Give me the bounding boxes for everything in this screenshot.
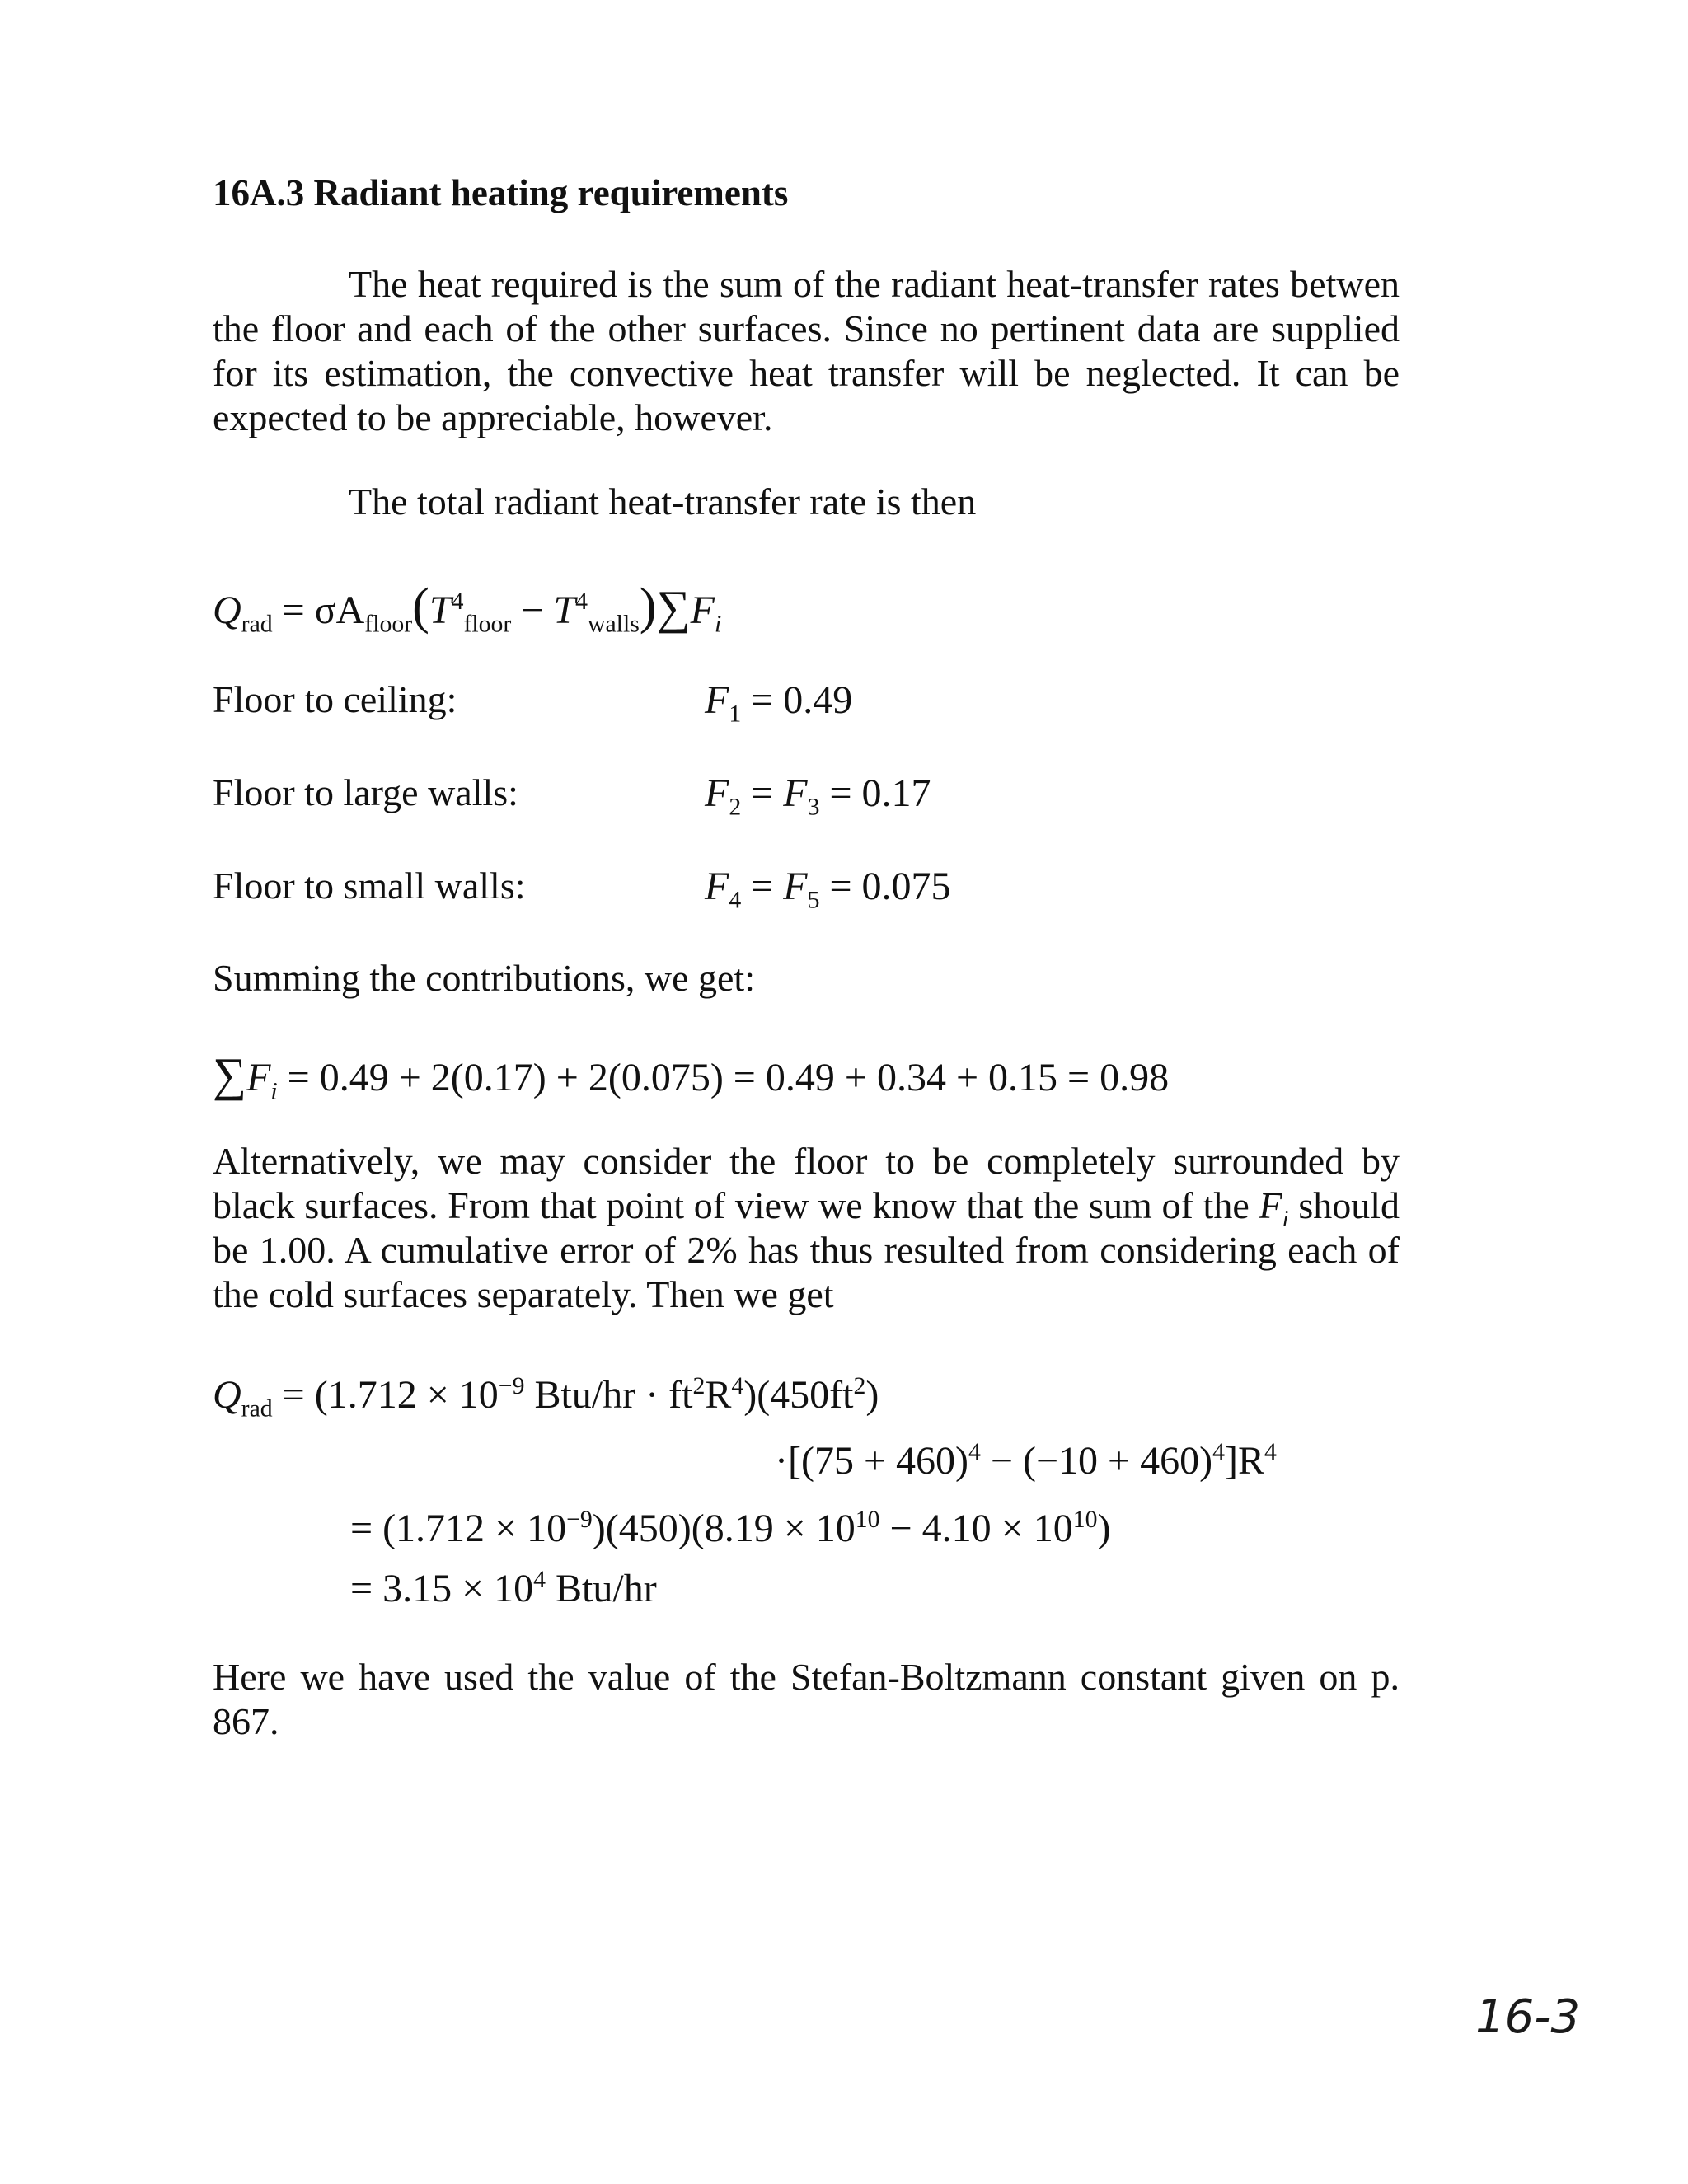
equals-sign: =	[751, 771, 774, 815]
equals-sign: =	[751, 865, 774, 908]
eq-part: Btu/hr	[546, 1567, 657, 1610]
view-factor-label-large-walls: Floor to large walls:	[213, 771, 518, 813]
paragraph-alternative	[213, 1139, 1400, 1317]
eq-sub-i: i	[714, 610, 722, 638]
eq-exp: 4	[1264, 1438, 1277, 1465]
eq-symbol-f: F	[246, 1056, 271, 1099]
eq-minus: −	[521, 588, 544, 632]
factor-sub: 5	[807, 886, 820, 914]
eq-part: ]R	[1224, 1439, 1264, 1483]
eq-part: − (−10 + 460)	[980, 1439, 1213, 1483]
page-number: 16-3	[1475, 1990, 1581, 2044]
eq-sub-rad: rad	[241, 610, 273, 638]
factor-f: F	[783, 865, 808, 908]
paragraph-alternative-b: should be 1.00. A cumulative error of 2% has thus resulted from considering each of the cold surfaces separately. Then we get	[213, 1184, 1400, 1315]
eq-part: )	[865, 1373, 879, 1417]
eq-part: = (1.712 × 10	[282, 1373, 499, 1417]
eq-part: )(450)(8.19 × 10	[592, 1507, 856, 1550]
eq-sup-4b: 4	[575, 588, 588, 615]
factor-sub: 1	[729, 700, 742, 728]
factor-sub: 2	[729, 793, 742, 821]
paragraph-total-rate: The total radiant heat-transfer rate is then	[349, 480, 977, 523]
eq-symbol-q: Q	[213, 1373, 241, 1417]
eq-sum-symbol: ∑	[213, 1049, 247, 1101]
eq-exp: 2	[692, 1372, 706, 1399]
equation-sum-fi	[213, 1048, 1170, 1105]
eq-part: Btu/hr · ft	[524, 1373, 693, 1417]
paragraph-alternative-a: Alternatively, we may consider the floor to be completely surrounded by black surfaces. From that point of view we know that the sum of the	[213, 1140, 1400, 1226]
eq-part: R	[705, 1373, 732, 1417]
factor-value: = 0.075	[829, 865, 951, 908]
section-title: 16A.3 Radiant heating requirements	[213, 172, 789, 213]
paragraph-summing: Summing the contributions, we get:	[213, 957, 755, 999]
factor-value: = 0.17	[829, 771, 931, 815]
eq-sub-rad: rad	[241, 1394, 273, 1422]
eq-exp: 4	[968, 1438, 981, 1465]
equation-qrad-line1	[213, 1372, 879, 1422]
view-factor-label-small-walls: Floor to small walls:	[213, 865, 526, 907]
eq-sum-symbol: ∑	[656, 582, 691, 634]
eq-exp: −9	[566, 1506, 593, 1533]
inline-f-i	[1259, 1184, 1289, 1233]
inline-sub-i: i	[1282, 1207, 1289, 1233]
eq-exp: −9	[498, 1372, 525, 1399]
inline-f: F	[1259, 1184, 1282, 1226]
eq-sup-4a: 4	[451, 588, 464, 615]
eq-part: − 4.10 × 10	[879, 1507, 1073, 1550]
eq-part: )(450ft	[743, 1373, 854, 1417]
eq-exp: 4	[731, 1372, 744, 1399]
eq-part: ·[(75 + 460)	[775, 1439, 969, 1483]
factor-f: F	[705, 771, 729, 815]
eq-symbol-f: F	[690, 588, 715, 632]
equation-qrad-general: $Q_{rad} = \sigma A_{floor}(T^4_{floor} - T^4_{walls})\sum F_i$	[213, 578, 722, 638]
eq-part: = 3.15 × 10	[350, 1567, 534, 1610]
paragraph-stefan-boltzmann: Here we have used the value of the Stefan-Boltzmann constant given on p. 867.	[213, 1656, 1400, 1742]
factor-f: F	[783, 771, 808, 815]
factor-sub: 4	[729, 886, 742, 914]
paragraph-intro: The heat required is the sum of the radiant heat-transfer rates betwen the floor and each of the other surfaces. Since no pertinent data are supplied for its estimation, the convective heat transfer will be neglected. It can be expected to be appreciable, however.	[213, 263, 1400, 438]
view-factor-eq-ceiling	[705, 677, 853, 728]
eq-sum-value: = 0.49 + 2(0.17) + 2(0.075) = 0.49 + 0.34 + 0.15 = 0.98	[287, 1056, 1170, 1099]
eq-exp: 10	[1072, 1506, 1098, 1533]
eq-symbol-q: Q	[213, 588, 241, 632]
view-factor-eq-small-walls	[705, 864, 951, 914]
factor-value: = 0.49	[751, 678, 853, 722]
equation-qrad-line2	[775, 1438, 1277, 1483]
view-factor-label-ceiling: Floor to ceiling:	[213, 678, 457, 720]
factor-sub: 3	[807, 793, 820, 821]
equation-qrad-line4	[350, 1566, 657, 1611]
eq-exp: 4	[1212, 1438, 1225, 1465]
factor-f: F	[705, 678, 729, 722]
eq-sub-i: i	[270, 1077, 278, 1105]
eq-exp: 2	[853, 1372, 866, 1399]
factor-f: F	[705, 865, 729, 908]
eq-part: = (1.712 × 10	[350, 1507, 567, 1550]
eq-symbol-t-walls: T	[553, 588, 576, 632]
eq-sub-walls: walls	[587, 610, 640, 638]
eq-exp: 10	[855, 1506, 880, 1533]
eq-part: )	[1097, 1507, 1111, 1550]
equation-qrad-line3	[350, 1506, 1110, 1551]
eq-sub-floor-2: floor	[463, 610, 512, 638]
view-factor-eq-large-walls	[705, 771, 931, 821]
eq-symbol-t-floor: T	[429, 588, 452, 632]
eq-sigma-a: = σA	[282, 588, 365, 632]
eq-sub-floor: floor	[364, 610, 413, 638]
eq-exp: 4	[533, 1566, 546, 1593]
